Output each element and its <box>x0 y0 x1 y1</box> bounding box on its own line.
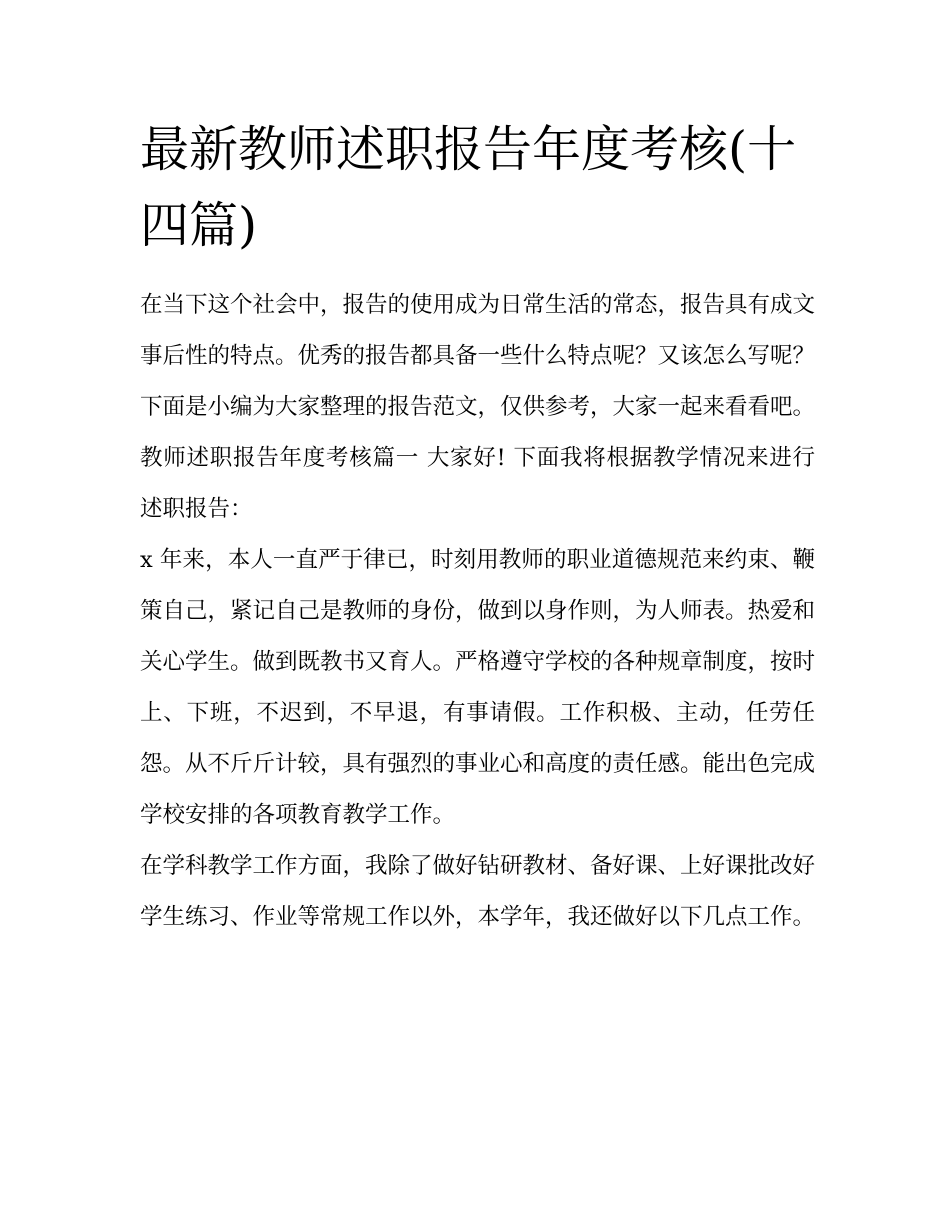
paragraph-section-heading: 教师述职报告年度考核篇一 大家好! 下面我将根据教学情况来进行述职报告： <box>140 445 815 522</box>
paragraph-teaching: 在学科教学工作方面，我除了做好钻研教材、备好课、上好课批改好学生练习、作业等常规工作以外，本学年，我还做好以下几点工作。 <box>140 853 816 930</box>
document-body <box>140 280 815 943</box>
document-title: 最新教师述职报告年度考核(十四篇) <box>140 121 797 254</box>
paragraph-intro: 在当下这个社会中，报告的使用成为日常生活的常态，报告具有成文事后性的特点。优秀的报告都具备一些什么特点呢？又该怎么写呢？下面是小编为大家整理的报告范文，仅供参考，大家一起来看看吧。 <box>140 292 816 420</box>
document-content <box>140 112 815 943</box>
paragraph-conduct: x 年来，本人一直严于律已，时刻用教师的职业道德规范来约束、鞭策自己，紧记自己是教师的身份，做到以身作则，为人师表。热爱和关心学生。做到既教书又育人。严格遵守学校的各种规章制度，按时上、下班，不迟到，不早退，有事请假。工作积极、主动，任劳任怨。从不斤斤计较，具有强烈的事业心和高度的责任感。能出色完成学校安排的各项教育教学工作。 <box>140 547 816 828</box>
